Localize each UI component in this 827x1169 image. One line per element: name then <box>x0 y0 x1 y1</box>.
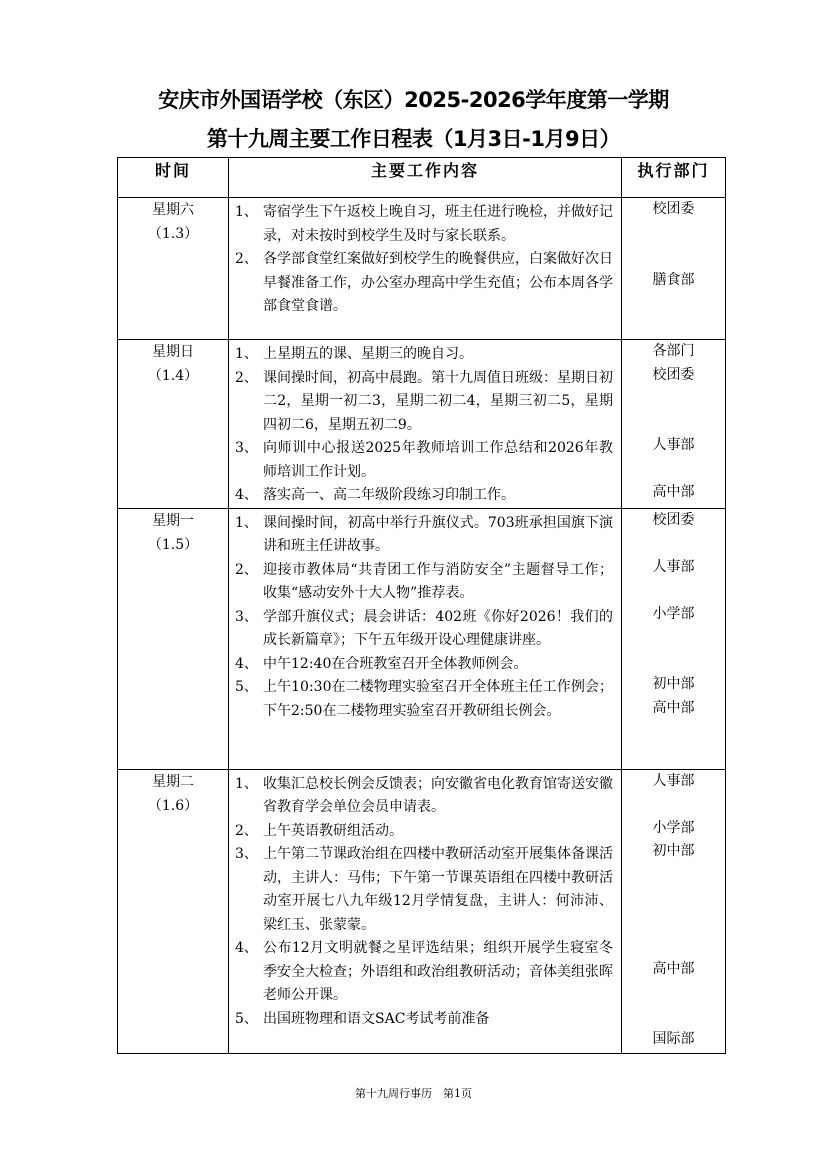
dept-label <box>622 316 725 340</box>
dept-label <box>622 222 725 246</box>
day-cell <box>118 198 229 340</box>
item-text: 中午12:40在合班教室召开全体教师例会。 <box>263 655 528 672</box>
work-item <box>235 201 613 248</box>
item-number: 2、 <box>235 822 258 839</box>
dept-label: 人事部 <box>652 558 695 575</box>
table-row <box>118 769 726 1053</box>
dept-label: 校团委 <box>652 511 695 528</box>
item-text: 上午10:30在二楼物理实验室召开全体班主任工作例会；下午2:50在二楼物理实验室召开教研组长例会。 <box>263 679 613 719</box>
dept-label: 各部门 <box>652 343 695 359</box>
day-cell <box>118 340 229 509</box>
header-dept: 执行部门 <box>622 158 726 198</box>
item-number: 3、 <box>235 846 258 862</box>
dept-label <box>622 887 725 911</box>
dept-label <box>622 981 725 1005</box>
work-item <box>235 937 613 1008</box>
work-item <box>235 843 613 937</box>
day-date: （1.5） <box>147 536 199 553</box>
work-item <box>235 248 613 319</box>
header-time: 时间 <box>118 158 229 198</box>
item-number: 2、 <box>235 251 258 267</box>
dept-label: 校团委 <box>652 201 695 217</box>
item-text: 课间操时间，初高中晨跑。第十九周值日班级：星期日初二2，星期一初二3，星期二初二4，星期三初二5，星期四初二6，星期五初二9。 <box>263 369 613 433</box>
dept-label: 高中部 <box>652 484 695 500</box>
dept-cell <box>622 198 726 340</box>
schedule-body <box>118 198 726 1054</box>
schedule-table <box>117 157 726 1054</box>
content-cell <box>229 769 622 1053</box>
dept-label <box>622 458 725 482</box>
document-title: 安庆市外国语学校（东区）2025-2026学年度第一学期 <box>158 88 669 112</box>
item-number: 4、 <box>235 655 258 672</box>
table-header-row <box>118 158 726 198</box>
work-item <box>235 512 613 559</box>
dept-label: 小学部 <box>652 605 695 622</box>
dept-label <box>622 720 725 744</box>
dept-label <box>622 864 725 888</box>
day-date: （1.6） <box>147 797 199 814</box>
dept-label <box>622 744 725 768</box>
item-number: 1、 <box>235 204 258 220</box>
dept-label: 人事部 <box>652 437 695 453</box>
dept-label: 高中部 <box>652 960 695 977</box>
page-footer: 第十九周行事历 第1页 <box>355 1087 472 1100</box>
item-number: 5、 <box>235 1010 258 1027</box>
work-item <box>235 653 613 677</box>
table-row <box>118 340 726 509</box>
dept-label: 小学部 <box>652 819 695 836</box>
table-row <box>118 508 726 769</box>
item-number: 3、 <box>235 440 258 456</box>
dept-label <box>622 292 725 316</box>
dept-label <box>622 626 725 650</box>
dept-label <box>622 411 725 435</box>
item-text: 上午英语教研组活动。 <box>263 822 403 839</box>
document-subtitle: 第十九周主要工作日程表（1月3日-1月9日） <box>206 127 621 151</box>
content-cell <box>229 198 622 340</box>
item-number: 4、 <box>235 940 258 956</box>
item-text: 上星期五的课、星期三的晚自习。 <box>263 346 473 362</box>
work-item <box>235 484 613 508</box>
dept-cell <box>622 340 726 509</box>
work-item <box>235 1008 613 1032</box>
dept-label <box>622 579 725 603</box>
work-item <box>235 437 613 484</box>
dept-label: 人事部 <box>652 772 695 789</box>
item-number: 5、 <box>235 679 258 695</box>
table-row <box>118 198 726 340</box>
item-text: 落实高一、高二年级阶段练习印制工作。 <box>263 487 515 503</box>
work-item <box>235 820 613 844</box>
day-cell <box>118 508 229 769</box>
item-text: 收集汇总校长例会反馈表；向安徽省电化教育馆寄送安徽省教育学会单位会员申请表。 <box>263 775 613 815</box>
day-name: 星期日 <box>152 344 194 360</box>
content-cell <box>229 508 622 769</box>
dept-label <box>622 532 725 556</box>
work-item <box>235 343 613 367</box>
dept-label <box>622 650 725 674</box>
item-text: 学部升旗仪式；晨会讲话：402班《你好2026！我们的成长新篇章》；下午五年级开设心理健康讲座。 <box>263 608 613 648</box>
work-item <box>235 606 613 653</box>
item-number: 1、 <box>235 346 258 362</box>
item-number: 1、 <box>235 514 258 531</box>
dept-label <box>622 934 725 958</box>
item-number: 1、 <box>235 775 258 792</box>
dept-label: 高中部 <box>652 699 695 716</box>
item-number: 4、 <box>235 487 258 503</box>
day-name: 星期一 <box>152 512 194 529</box>
item-text: 迎接市教体局“共青团工作与消防安全”主题督导工作；收集“感动安外十大人物”推荐表。 <box>263 561 613 601</box>
day-date: （1.4） <box>147 368 199 384</box>
day-cell <box>118 769 229 1053</box>
header-content: 主要工作内容 <box>229 158 622 198</box>
dept-label <box>622 911 725 935</box>
day-name: 星期六 <box>152 202 194 218</box>
item-number: 2、 <box>235 369 258 386</box>
dept-label <box>622 1005 725 1029</box>
item-text: 上午第二节课政治组在四楼中教研活动室开展集体备课活动，主讲人：马伟；下午第一节课英语组在四楼中教研活动室开展七八九年级12月学情复盘，主讲人：何沛沛、梁红玉、张蒙蒙。 <box>263 846 613 933</box>
content-cell <box>229 340 622 509</box>
item-text: 寄宿学生下午返校上晚自习，班主任进行晚检，并做好记录，对未按时到校学生及时与家长联系。 <box>263 204 613 244</box>
item-text: 课间操时间，初高中举行升旗仪式。703班承担国旗下演讲和班主任讲故事。 <box>263 514 613 554</box>
dept-label <box>622 793 725 817</box>
dept-label: 校团委 <box>652 366 695 383</box>
dept-label: 国际部 <box>652 1031 695 1047</box>
item-number: 3、 <box>235 608 258 625</box>
item-text: 公布12月文明就餐之星评选结果；组织开展学生寝室冬季安全大检查；外语组和政治组教研活动；音体美组张晖老师公开课。 <box>263 940 613 1003</box>
dept-label: 初中部 <box>652 676 695 692</box>
day-date: （1.3） <box>147 226 199 242</box>
dept-cell <box>622 769 726 1053</box>
item-text: 各学部食堂红案做好到校学生的晚餐供应，白案做好次日早餐准备工作，办公室办理高中学生充值；公布本周各学部食堂食谱。 <box>263 251 613 314</box>
item-text: 向师训中心报送2025年教师培训工作总结和2026年教师培训工作计划。 <box>263 440 613 480</box>
work-item <box>235 676 613 723</box>
dept-label: 初中部 <box>652 843 695 859</box>
dept-cell <box>622 508 726 769</box>
day-name: 星期二 <box>152 773 194 790</box>
item-number: 2、 <box>235 561 258 578</box>
item-text: 出国班物理和语文SAC考试考前准备 <box>263 1010 490 1027</box>
work-item <box>235 367 613 438</box>
dept-label <box>622 245 725 269</box>
work-item <box>235 773 613 820</box>
work-item <box>235 559 613 606</box>
dept-label <box>622 387 725 411</box>
dept-label: 膳食部 <box>652 271 695 288</box>
